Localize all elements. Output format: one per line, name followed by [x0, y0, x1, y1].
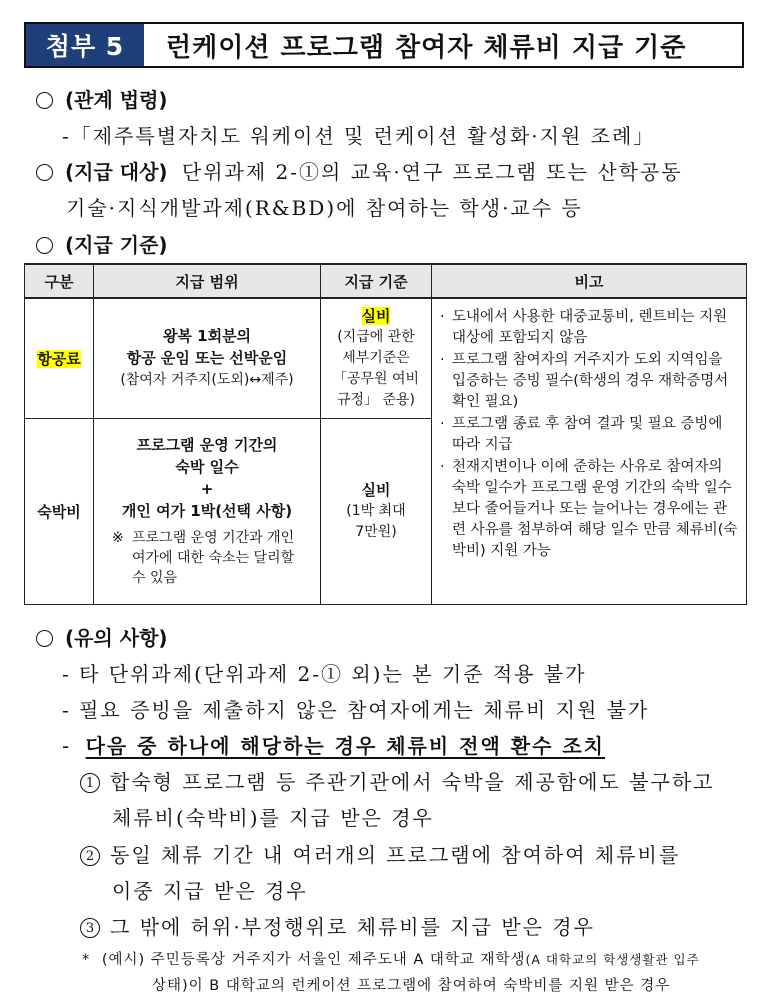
range-text: 왕복 1회분의 — [162, 327, 252, 346]
range-text: 항공 운임 또는 선박운임 — [126, 349, 288, 368]
range-cell — [94, 298, 321, 418]
section-heading: (관계 법령) — [65, 88, 168, 112]
table-header-row — [25, 264, 747, 298]
standard-text: (지급에 관한 — [337, 328, 415, 345]
recovery-case-1-cont: 체류비(숙박비)를 지급 받은 경우 — [112, 806, 434, 830]
title-bar — [24, 22, 744, 68]
section-heading: (지급 기준) — [65, 233, 168, 257]
range-note: ※ 프로그램 운영 기간과 개인 여가에 대한 숙소는 달리할 수 있음 — [112, 530, 295, 586]
header-range: 지급 범위 — [94, 264, 321, 298]
target-text-2: 기술·지식개발과제(R&BD)에 참여하는 학생·교수 등 — [66, 196, 583, 220]
circle-bullet-icon — [36, 630, 53, 647]
example-footnote-cont: 상태)이 B 대학교의 런케이션 프로그램에 참여하여 숙박비를 지원 받은 경우 — [152, 978, 671, 994]
target-text-1: 단위과제 2-①의 교육·연구 프로그램 또는 산학공동 — [181, 160, 683, 184]
table-row — [25, 298, 747, 418]
range-text: 프로그램 운영 기간의 — [136, 436, 278, 454]
standard-text: 「공무원 여비 — [332, 370, 420, 387]
standard-text: 7만원) — [355, 523, 397, 540]
recovery-heading: 다음 중 하나에 해당하는 경우 체류비 전액 환수 조치 — [85, 734, 606, 758]
section-heading: (지급 대상) — [65, 160, 168, 184]
recovery-case-1: 1 합숙형 프로그램 등 주관기관에서 숙박을 제공함에도 불구하고 — [80, 766, 714, 795]
note-item-3: - 다음 중 하나에 해당하는 경우 체류비 전액 환수 조치 — [62, 734, 606, 758]
standard-text: (1박 최대 — [346, 502, 406, 519]
remark-item: · 도내에서 사용한 대중교통비, 렌트비는 지원 대상에 포함되지 않음 — [440, 309, 728, 346]
standard-title: 실비 — [361, 480, 391, 499]
range-text: 개인 여가 1박(선택 사항) — [121, 502, 293, 520]
category-lodging: 숙박비 — [25, 418, 94, 604]
category-cell — [25, 298, 94, 418]
range-text: 숙박 일수 — [175, 458, 239, 476]
circle-bullet-icon — [36, 164, 53, 181]
recovery-case-2: 2 동일 체류 기간 내 여러개의 프로그램에 참여하여 체류비를 — [80, 839, 680, 868]
circled-number-icon: 2 — [80, 846, 100, 866]
note-item-1: - 타 단위과제(단위과제 2-① 외)는 본 기준 적용 불가 — [62, 662, 587, 686]
page-title: 런케이션 프로그램 참여자 체류비 지급 기준 — [166, 32, 687, 63]
reference-mark-icon: ※ — [112, 530, 124, 546]
header-standard: 지급 기준 — [321, 264, 432, 298]
standard-cell — [321, 418, 432, 604]
remarks-cell — [432, 298, 747, 604]
criteria-table — [24, 263, 747, 605]
standard-title: 실비 — [361, 306, 391, 325]
remark-item: · 천재지변이나 이에 준하는 사유로 참여자의 숙박 일수가 프로그램 운영 기간의 숙박 일수보다 줄어들거나 또는 늘어나는 경우에는 관련 사유를 첨부하여 해당 일수 만큼 체류비(숙박비) 지원 가능 — [440, 459, 738, 559]
range-text: (참여자 거주지(도외)↔제주) — [120, 372, 294, 389]
standard-cell — [321, 298, 432, 418]
remark-item: · 프로그램 참여자의 거주지가 도외 지역임을 입증하는 증빙 필수(학생의 경우 재학증명서 확인 필요) — [440, 352, 729, 410]
note-item-2: - 필요 증빙을 제출하지 않은 참여자에게는 체류비 지원 불가 — [62, 698, 650, 722]
section-heading: (유의 사항) — [65, 626, 168, 650]
section-notes — [36, 622, 168, 651]
circled-number-icon: 3 — [80, 918, 100, 938]
recovery-case-2-cont: 이중 지급 받은 경우 — [112, 879, 308, 903]
circle-bullet-icon — [36, 237, 53, 254]
circle-bullet-icon — [36, 92, 53, 109]
header-remarks: 비고 — [432, 264, 747, 298]
law-item: -「제주특별자치도 워케이션 및 런케이션 활성화·지원 조례」 — [62, 124, 656, 148]
section-law — [36, 84, 168, 113]
range-cell — [94, 418, 321, 604]
asterisk-icon: * — [82, 952, 91, 968]
circled-number-icon: 1 — [80, 773, 100, 793]
section-target — [36, 156, 683, 185]
section-criteria — [36, 229, 168, 258]
example-footnote: * (예시) 주민등록상 거주지가 서울인 제주도내 A 대학교 재학생(A 대학교의 학생생활관 입주 — [82, 952, 700, 968]
category-airfare: 항공료 — [37, 349, 81, 368]
range-text: + — [200, 480, 214, 498]
remark-item: · 프로그램 종료 후 참여 결과 및 필요 증빙에 따라 지급 — [440, 416, 723, 453]
standard-text: 규정」 준용) — [336, 391, 415, 408]
standard-text: 세부기준은 — [342, 349, 410, 366]
attachment-tag: 첨부 5 — [26, 24, 144, 66]
recovery-case-3: 3 그 밖에 허위·부정행위로 체류비를 지급 받은 경우 — [80, 911, 595, 940]
header-category: 구분 — [25, 264, 94, 298]
